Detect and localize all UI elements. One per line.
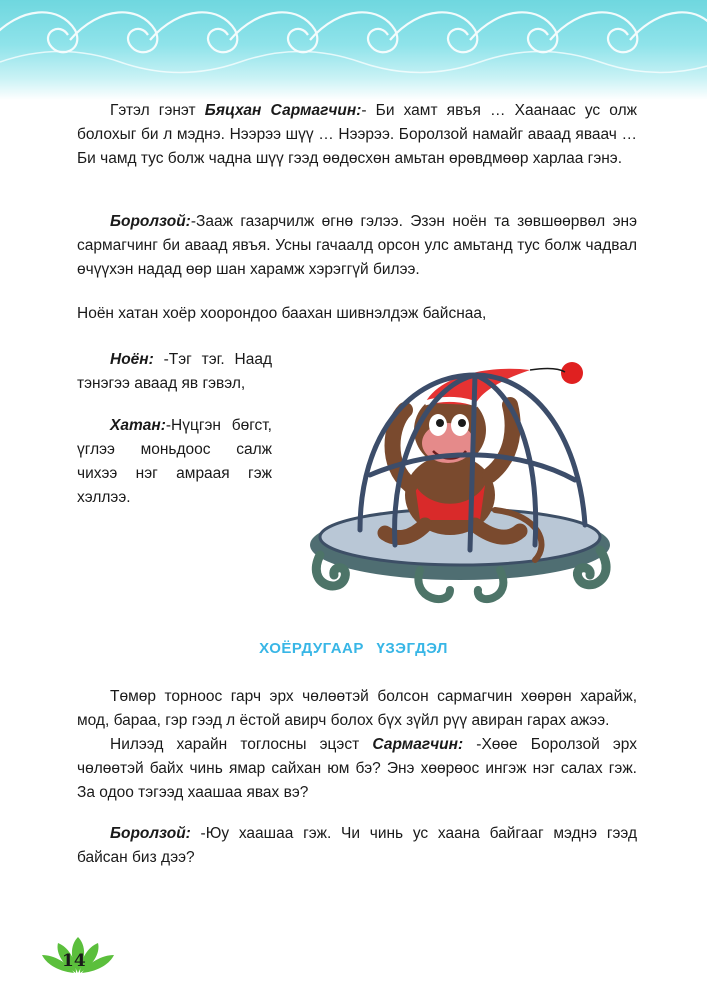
dialogue-text: -Нүцгэн бөгст, үглээ моньдоос салж чихээ нэг амраая гэж хэллээ. <box>77 417 272 506</box>
top-wave-band <box>0 0 707 100</box>
paragraph-7 <box>77 733 637 805</box>
paragraph-8 <box>77 822 637 870</box>
paragraph-4 <box>77 348 272 396</box>
speaker-name: Ноён: <box>110 351 154 368</box>
scene-heading: ХОЁРДУГААР ҮЗЭГДЭЛ <box>259 640 448 657</box>
dialogue-text: -Зааж газарчилж өгнө гэлээ. Эзэн ноён та зөвшөөрвөл энэ сармагчинг би аваад явъя. Усны гачаалд орсон улс амьтанд тус болж чадвал өчүүхэн надад өөр шан харамж хэрэггүй билээ. <box>77 213 637 278</box>
wave-ornament <box>0 0 707 100</box>
paragraph-2 <box>77 210 637 282</box>
lead-text: Гэтэл гэнэт <box>110 102 205 119</box>
speaker-name: Боролзой: <box>110 213 191 230</box>
paragraph-5 <box>77 414 272 510</box>
monkey-cage-illustration <box>300 345 630 620</box>
speaker-name: Сармагчин: <box>372 736 464 753</box>
speaker-name: Хатан: <box>110 417 166 434</box>
paragraph-6: Төмөр торноос гарч эрх чөлөөтэй болсон сармагчин хөөрөн харайж, мод, бараа, гэр гээд л ёстой авирч болох бүх зүйл рүү авиран гарах ажээ. <box>77 688 637 729</box>
speaker-name: Боролзой: <box>110 825 191 842</box>
speaker-name: Бяцхан Сармагчин: <box>204 102 362 119</box>
lead-text: Нилээд харайн тоглосны эцэст <box>110 736 373 753</box>
paragraph-1 <box>77 99 637 171</box>
paragraph-3: Ноён хатан хоёр хоорондоо баахан шивнэлдэж байснаа, <box>77 305 487 322</box>
dialogue-text: -Тэг тэг. Наад тэнэгээ аваад яв гэвэл, <box>77 351 272 392</box>
page-number: 14 <box>62 951 86 971</box>
dialogue-text: -Юу хаашаа гэж. Чи чинь ус хаана байгааг мэднэ гээд байсан биз дээ? <box>77 825 637 866</box>
dialogue-text: - Би хамт явъя … Хаанаас ус олж болохыг би л мэднэ. Нээрээ шүү … Нээрээ. Боролзой намайг аваад яваач … Би чамд тус болж чадна шүү гээд өөдөсхөн амьтан өрөвдмөөр харлаа гэнэ. <box>77 102 637 167</box>
dialogue-text: -Хөөе Боролзой эрх чөлөөтэй байх чинь ямар сайхан юм бэ? Энэ хөөрөос ингэж нэг салах гэж. За одоо тэгээд хаашаа явах вэ? <box>77 736 637 801</box>
